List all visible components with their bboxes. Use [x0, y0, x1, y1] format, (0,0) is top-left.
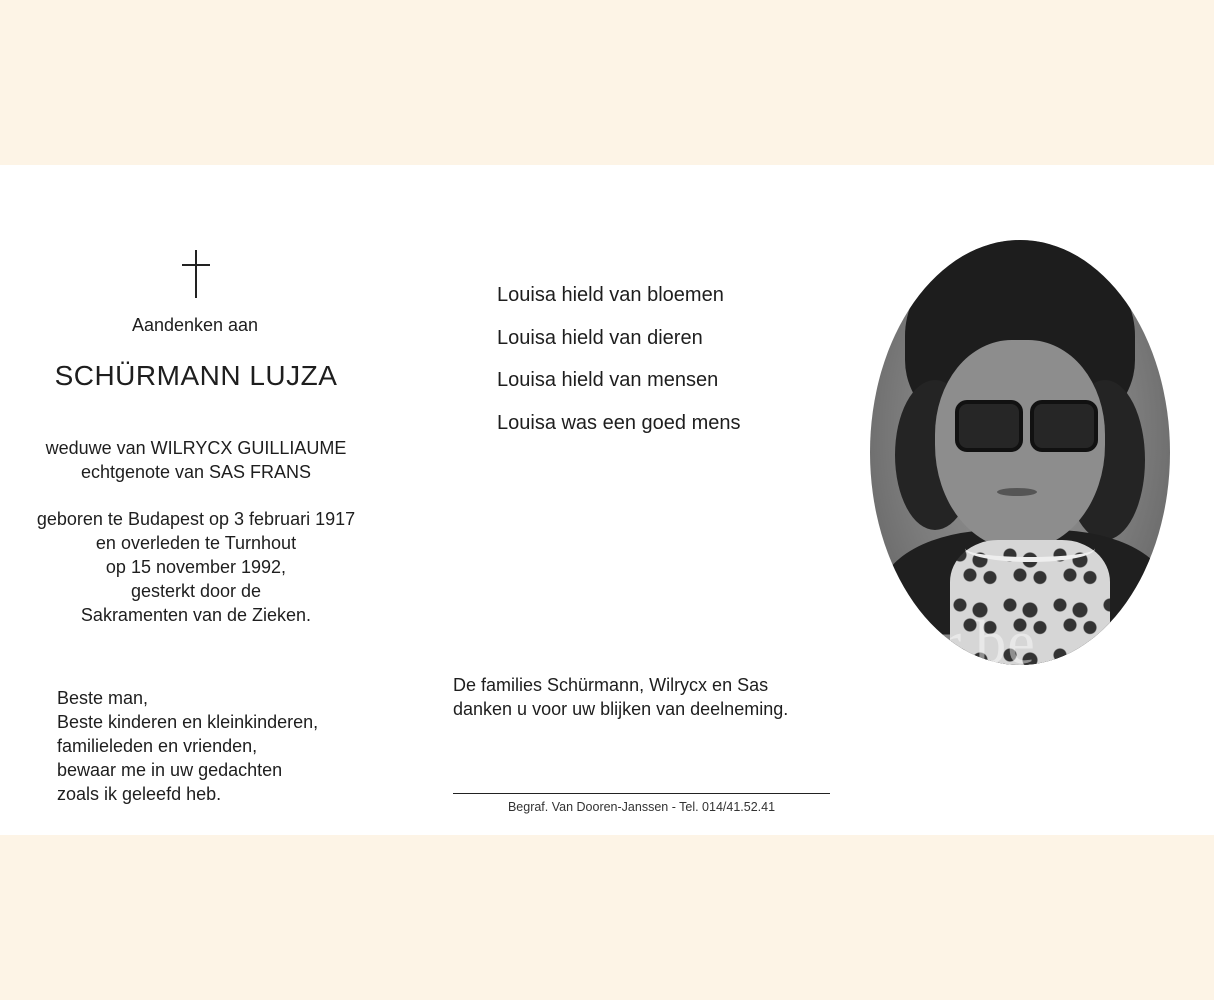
- printer-credit: Begraf. Van Dooren-Janssen - Tel. 014/41.52.41: [507, 800, 776, 814]
- poem-line: Louisa was een goed mens: [497, 411, 741, 434]
- cross-icon: [180, 250, 212, 298]
- relation-line: weduwe van WILRYCX GUILLIAUME: [45, 438, 347, 458]
- message-line: Beste kinderen en kleinkinderen,: [57, 712, 319, 732]
- poem-block: [497, 274, 827, 444]
- glasses-icon: [955, 400, 1023, 452]
- message-line: familieleden en vrienden,: [57, 736, 258, 756]
- poem-line: Louisa hield van dieren: [497, 326, 703, 349]
- divider: [453, 793, 830, 794]
- relations-block: [10, 436, 382, 484]
- bio-line: gesterkt door de: [130, 581, 262, 601]
- memorial-card: [0, 165, 1214, 835]
- message-block: [57, 686, 387, 806]
- relation-line: echtgenote van SAS FRANS: [80, 462, 312, 482]
- poem-line: Louisa hield van mensen: [497, 369, 719, 391]
- message-line: zoals ik geleefd heb.: [57, 784, 222, 804]
- thanks-line: De families Schürmann, Wilrycx en Sas: [453, 675, 769, 695]
- bio-line: geboren te Budapest op 3 februari 1917: [36, 509, 356, 529]
- watermark: ger.be: [880, 609, 1036, 677]
- thanks-line: danken u voor uw blijken van deelneming.: [453, 699, 789, 719]
- bio-line: en overleden te Turnhout: [95, 533, 297, 553]
- bio-line: Sakramenten van de Zieken.: [80, 605, 312, 625]
- intro-text: Aandenken aan: [131, 315, 259, 335]
- thanks-block: [453, 673, 853, 721]
- poem-line: Louisa hield van bloemen: [497, 284, 724, 306]
- bio-block: [10, 507, 382, 627]
- deceased-name: SCHÜRMANN LUJZA: [54, 360, 338, 391]
- bio-line: op 15 november 1992,: [105, 557, 287, 577]
- portrait-photo: [870, 240, 1170, 665]
- message-line: bewaar me in uw gedachten: [57, 760, 283, 780]
- message-line: Beste man,: [57, 688, 149, 708]
